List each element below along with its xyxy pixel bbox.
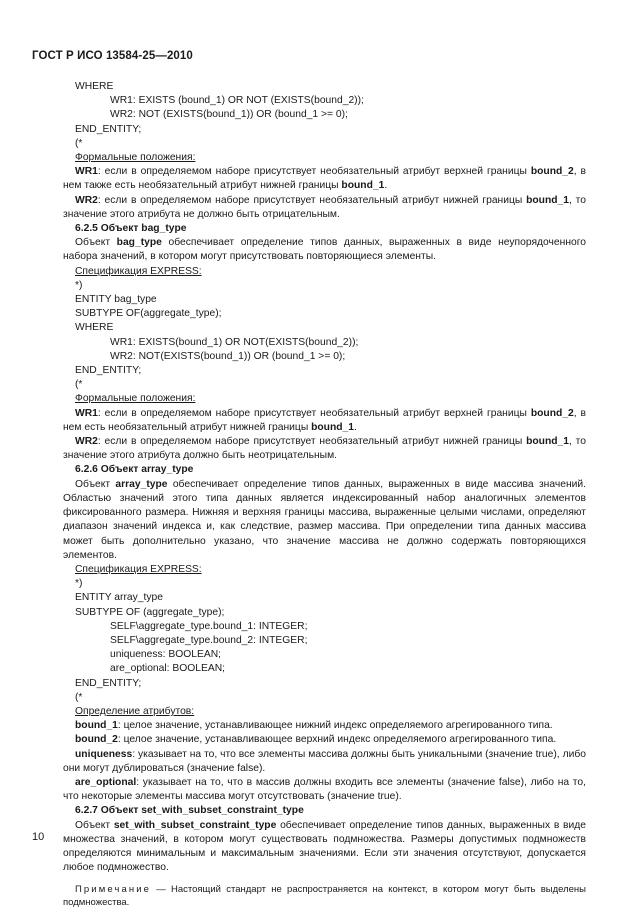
term: bound_1 — [75, 720, 118, 732]
formal-heading: Формальные положения: — [75, 393, 196, 405]
note-text: — Настоящий стандарт не распространяется на контекст, в котором могут быть выделены подмножества. — [63, 884, 586, 909]
code-line: are_optional: BOOLEAN; — [110, 663, 226, 675]
formal-heading: Формальные положения: — [75, 152, 196, 164]
code-line: WR2: NOT (EXISTS(bound_1)) OR (bound_1 >= 0); — [110, 109, 348, 121]
code-line: ENTITY array_type — [75, 592, 163, 604]
rule-paragraph — [63, 165, 586, 193]
intro-text: обеспечивает определение типов данных, выраженных в виде массива значений. Областью значений этого типа данных является индексированный набор аналогичных элементов фиксированного размера. Нижняя и верхняя границы массива, выраженные целыми числами, определяют диапазон значений индекса и, как следствие, размер массива. При определении типа данных массива может быть дополнительно указано, что значение массива не должно содержать повторяющихся элементов. — [63, 478, 586, 561]
rule-label: WR1 — [75, 407, 98, 419]
code-line: END_ENTITY; — [75, 677, 142, 689]
rule-text: : если в определяемом наборе присутствует необязательный атрибут верхней границы — [97, 166, 531, 178]
term: bound_1 — [526, 436, 569, 448]
code-line: SELF\aggregate_type.bound_1: INTEGER; — [110, 620, 308, 632]
code-line: WR2: NOT(EXISTS(bound_1)) OR (bound_1 >= 0); — [110, 350, 346, 362]
code-line: SUBTYPE OF(aggregate_type); — [75, 308, 222, 320]
intro-text: Объект — [75, 819, 114, 831]
document-header: ГОСТ Р ИСО 13584-25—2010 — [32, 50, 193, 62]
rule-text: . — [354, 421, 357, 433]
code-line: WHERE — [75, 81, 114, 92]
intro-text: Объект — [75, 237, 117, 249]
term: set_with_subset_constraint_type — [113, 819, 277, 831]
term: bound_1 — [341, 180, 385, 192]
term: bag_type — [116, 237, 162, 249]
rule-text: : если в определяемом наборе присутствует необязательный атрибут нижней границы — [97, 194, 527, 206]
code-line: (* — [75, 137, 83, 149]
rule-paragraph — [63, 407, 586, 435]
section-heading: 6.2.5 Объект bag_type — [75, 223, 187, 235]
rule-label: WR2 — [75, 194, 98, 206]
code-line: (* — [75, 691, 83, 703]
attr-definition — [63, 748, 586, 776]
section-heading: 6.2.6 Объект array_type — [75, 464, 194, 476]
code-line: SUBTYPE OF (aggregate_type); — [75, 606, 225, 618]
code-line: *) — [75, 578, 83, 590]
term: are_optional — [75, 776, 137, 788]
rule-label: WR1 — [75, 166, 98, 178]
rule-text: , в нем есть необязательный атрибут нижней границы — [63, 407, 586, 433]
intro-text: обеспечивает определение типов данных, выраженных в виде неупорядоченного набора значений, в котором могут присутствовать повторяющиеся элементы. — [63, 237, 586, 263]
intro-text: Объект — [75, 478, 116, 490]
note-label: Примечание — [75, 884, 151, 896]
def-text: : целое значение, устанавливающее нижний индекс определяемого агрегированного типа. — [117, 720, 553, 732]
code-line: uniqueness: BOOLEAN; — [110, 649, 222, 661]
code-line: (* — [75, 379, 83, 391]
term: bound_1 — [311, 421, 354, 433]
code-line: END_ENTITY; — [75, 123, 142, 135]
rule-paragraph — [63, 194, 586, 222]
term: bound_2 — [75, 734, 118, 746]
page-body — [63, 80, 586, 909]
rule-text: , в нем также есть необязательный атрибут нижней границы — [63, 166, 586, 192]
spec-heading: Спецификация EXPRESS: — [75, 265, 202, 277]
attr-definition — [63, 719, 586, 733]
section-heading: 6.2.7 Объект set_with_subset_constraint_type — [75, 805, 304, 817]
rule-text: , то значение этого атрибута не должно быть отрицательным. — [63, 194, 586, 220]
rule-paragraph — [63, 435, 586, 463]
term: array_type — [115, 478, 168, 490]
code-line: WHERE — [75, 322, 114, 334]
page-number: 10 — [32, 831, 45, 843]
term: bound_1 — [526, 194, 569, 206]
code-line: WR1: EXISTS (bound_1) OR NOT (EXISTS(bound_2)); — [110, 95, 364, 107]
code-line: WR1: EXISTS(bound_1) OR NOT(EXISTS(bound_2)); — [110, 336, 359, 348]
note-paragraph — [63, 883, 586, 909]
rule-label: WR2 — [75, 436, 98, 448]
attr-definition — [63, 776, 586, 804]
term: bound_2 — [530, 407, 574, 419]
rule-text: . — [384, 180, 388, 192]
term: bound_2 — [530, 166, 574, 178]
def-text: : указывает на то, что в массив должны входить все элементы (значение false), либо на то, что некоторые элементы массива могут отсутствовать (значение true). — [63, 776, 586, 803]
code-line: SELF\aggregate_type.bound_2: INTEGER; — [110, 634, 308, 646]
intro-paragraph — [63, 236, 586, 264]
code-line: ENTITY bag_type — [75, 294, 157, 306]
term: uniqueness — [75, 748, 133, 760]
def-text: : указывает на то, что все элементы массива должны быть уникальными (значение true), либо они могут дублироваться (значение false). — [63, 748, 586, 774]
attr-heading: Определение атрибутов: — [75, 705, 195, 717]
intro-text: обеспечивает определение типов данных, выраженных в виде множества значений, в котором могут существовать подмножества. Размеры допустимых подмножеств определяются минимальным и максимальным значениями. Если эти значения отсутствуют, допускается любое подмножество. — [63, 819, 586, 874]
code-line: END_ENTITY; — [75, 365, 142, 377]
intro-paragraph — [63, 819, 586, 876]
rule-text: : если в определяемом наборе присутствует необязательный атрибут верхней границы — [97, 407, 531, 419]
attr-definition — [63, 733, 586, 747]
rule-text: : если в определяемом наборе присутствует необязательный атрибут нижней границы — [97, 436, 527, 448]
spec-heading: Спецификация EXPRESS: — [75, 563, 202, 575]
def-text: : целое значение, устанавливающее верхний индекс определяемого агрегированного типа. — [117, 734, 557, 746]
code-line: *) — [75, 279, 83, 291]
intro-paragraph — [63, 478, 586, 563]
rule-text: , то значение этого атрибута должно быть неотрицательным. — [63, 436, 586, 462]
